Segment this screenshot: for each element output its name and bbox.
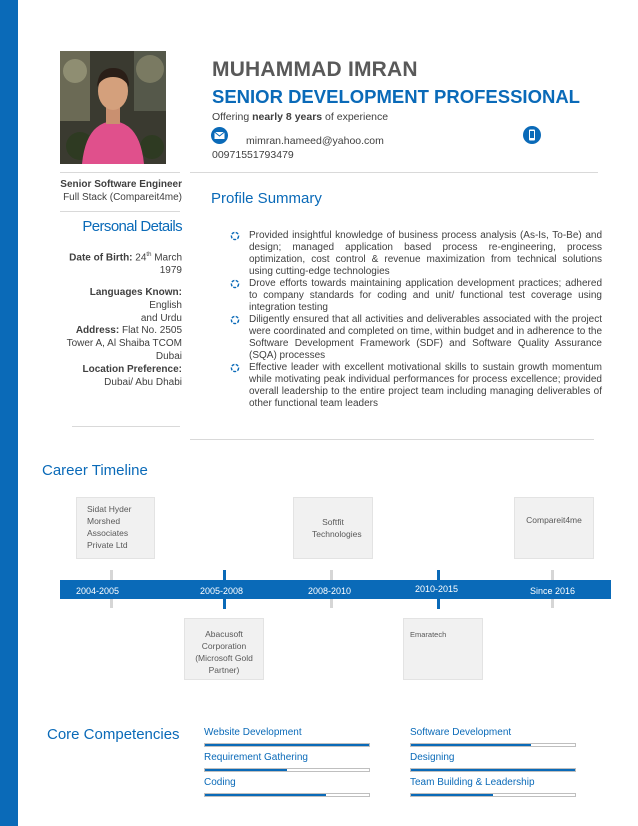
company-name: Compareit4me bbox=[526, 515, 582, 525]
mobile-phone-icon bbox=[523, 126, 541, 144]
experience-years: nearly 8 years bbox=[252, 111, 323, 123]
competency-label: Team Building & Leadership bbox=[410, 777, 535, 788]
timeline-tick bbox=[223, 570, 226, 580]
experience-line bbox=[212, 111, 388, 123]
company-name: Softfit Technologies bbox=[312, 517, 362, 539]
competency-label: Designing bbox=[410, 752, 455, 763]
bullet-ring-icon bbox=[230, 231, 240, 241]
competency-level-fill bbox=[205, 794, 326, 796]
address-label: Address: bbox=[75, 325, 120, 336]
competency-level-bar bbox=[410, 768, 576, 772]
experience-prefix: Offering bbox=[212, 111, 253, 123]
envelope-icon bbox=[211, 127, 228, 144]
competency-label: Website Development bbox=[204, 727, 302, 738]
profile-bullet bbox=[230, 362, 602, 410]
competency-label: Requirement Gathering bbox=[204, 752, 308, 763]
bullet-ring-icon bbox=[230, 315, 240, 325]
date-of-birth bbox=[58, 249, 182, 277]
location-value: Dubai/ Abu Dhabi bbox=[104, 377, 182, 388]
company-name: Sidat Hyder Morshed Associates Private Ltd bbox=[87, 504, 132, 550]
left-accent-bar bbox=[0, 0, 18, 826]
address bbox=[58, 324, 182, 389]
timeline-year: Since 2016 bbox=[530, 586, 576, 596]
core-competencies-heading: Core Competencies bbox=[47, 726, 180, 743]
profile-divider bbox=[190, 439, 594, 440]
company-name: Abacusoft Corporation (Microsoft Gold Partner) bbox=[195, 629, 253, 675]
dob-year: 1979 bbox=[159, 265, 182, 277]
competency-label: Software Development bbox=[410, 727, 512, 738]
timeline-company-box bbox=[184, 618, 264, 680]
address-line-2: Tower A, Al Shaiba TCOM bbox=[66, 338, 182, 349]
company-name: Emaratech bbox=[410, 630, 447, 639]
profile-bullets bbox=[230, 230, 602, 410]
profile-bullet bbox=[230, 314, 602, 362]
profile-bullet-text: Provided insightful knowledge of business process analysis (As-Is, To-Be) and design; managed application based process re-engineering, process optimization, cost control & revenue maximization from technical solutions using cutting-edge technologies bbox=[249, 230, 602, 277]
sidebar-job-title: Senior Software Engineer bbox=[60, 179, 182, 190]
competency-level-bar bbox=[204, 768, 370, 772]
sidebar-job-subtitle: Full Stack (Compareit4me) bbox=[63, 192, 182, 203]
languages-line-2: and Urdu bbox=[140, 313, 182, 324]
competency-level-bar bbox=[410, 793, 576, 797]
profile-photo bbox=[60, 51, 166, 164]
timeline-tick bbox=[551, 599, 554, 608]
career-timeline-heading: Career Timeline bbox=[42, 462, 148, 479]
bullet-ring-icon bbox=[230, 279, 240, 289]
timeline-tick bbox=[110, 599, 113, 608]
profile-bullet bbox=[230, 278, 602, 314]
competency-level-fill bbox=[411, 744, 531, 746]
timeline-company-box bbox=[76, 497, 155, 559]
candidate-name: MUHAMMAD IMRAN bbox=[212, 58, 418, 81]
candidate-title: SENIOR DEVELOPMENT PROFESSIONAL bbox=[212, 86, 580, 107]
timeline-tick bbox=[223, 599, 226, 609]
timeline-company-box bbox=[403, 618, 483, 680]
dob-label: Date of Birth: bbox=[69, 252, 133, 264]
competency-level-bar bbox=[204, 743, 370, 747]
personal-details-heading: Personal Details bbox=[82, 218, 182, 235]
timeline-tick bbox=[330, 599, 333, 608]
timeline-company-box bbox=[514, 497, 594, 559]
dob-month: March bbox=[151, 252, 182, 264]
dob-day: 24 bbox=[132, 252, 147, 264]
timeline-tick bbox=[437, 570, 440, 580]
timeline-tick bbox=[437, 599, 440, 609]
sidebar-top-divider bbox=[60, 172, 180, 173]
competency-level-fill bbox=[205, 769, 287, 771]
languages-known bbox=[58, 286, 182, 325]
bullet-ring-icon bbox=[230, 363, 240, 373]
sidebar-divider bbox=[60, 211, 180, 212]
timeline-tick bbox=[551, 570, 554, 580]
experience-suffix: of experience bbox=[322, 111, 389, 123]
timeline-tick bbox=[330, 570, 333, 580]
competency-label: Coding bbox=[204, 777, 236, 788]
profile-bullet-text: Effective leader with excellent motivational skills to sustain growth momentum while motivating peak individual performances for process excellence; provided overall leadership to the entire project team including managing deliverables of other functional team leaders bbox=[249, 362, 602, 409]
profile-bullet-text: Diligently ensured that all activities and deliverables associated with the project were coordinated and completed on time, within budget and in adherence to the Software Development Framework (SDF) and Software Quality Assurance (SQA) processes bbox=[249, 314, 603, 361]
address-line-1: Flat No. 2505 bbox=[119, 325, 182, 336]
competency-level-fill bbox=[411, 794, 493, 796]
sidebar-bottom-divider bbox=[72, 426, 180, 427]
timeline-company-box bbox=[293, 497, 373, 559]
competency-level-bar bbox=[204, 793, 370, 797]
profile-bullet-text: Drove efforts towards maintaining application development practices; adhered to company standards for coding and unit/ functional test coverage using integration testing bbox=[249, 278, 602, 313]
timeline-year: 2005-2008 bbox=[200, 586, 244, 596]
timeline-year: 2004-2005 bbox=[76, 586, 120, 596]
competency-level-fill bbox=[411, 769, 575, 771]
phone-number[interactable]: 00971551793479 bbox=[212, 149, 294, 161]
profile-bullet bbox=[230, 230, 602, 278]
address-line-3: Dubai bbox=[155, 351, 182, 362]
timeline-year: 2008-2010 bbox=[308, 586, 352, 596]
timeline-year: 2010-2015 bbox=[415, 584, 459, 594]
dob-suffix: th bbox=[146, 252, 152, 258]
competency-level-fill bbox=[205, 744, 369, 746]
email-address[interactable]: mimran.hameed@yahoo.com bbox=[246, 135, 384, 147]
languages-label: Languages Known: bbox=[89, 287, 182, 298]
timeline-tick bbox=[110, 570, 113, 580]
location-label: Location Preference: bbox=[82, 364, 182, 375]
header-divider bbox=[190, 172, 598, 173]
languages-line-1: English bbox=[149, 300, 182, 311]
profile-summary-heading: Profile Summary bbox=[211, 190, 322, 207]
competency-level-bar bbox=[410, 743, 576, 747]
